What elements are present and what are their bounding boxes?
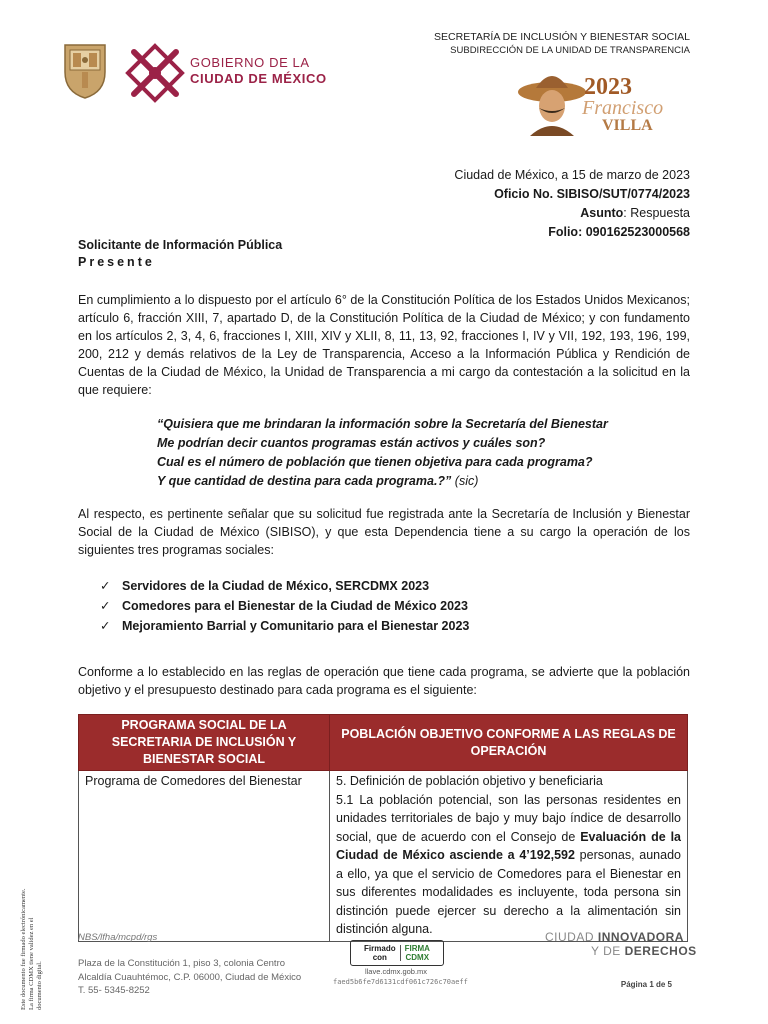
- paragraph-population: Conforme a lo establecido en las reglas de operación que tiene cada programa, se advierte que la población objetivo y el presupuesto destinado para cada programa es el siguiente:: [78, 665, 690, 697]
- svg-text:2023: 2023: [584, 74, 632, 100]
- gobierno-line2: CIUDAD DE MÉXICO: [190, 71, 327, 86]
- programs-list: [100, 576, 469, 636]
- table-header-population: POBLACIÓN OBJETIVO CONFORME A LAS REGLAS DE OPERACIÓN: [330, 715, 688, 771]
- ciudad-innovadora-slogan: [545, 930, 697, 958]
- recipient-presente: Presente: [78, 255, 155, 269]
- letter-meta: [454, 166, 690, 242]
- oficio-line: [454, 185, 690, 204]
- folio-label: Folio:: [548, 225, 583, 239]
- firma-text: FIRMA: [404, 944, 430, 953]
- firma-hash: faed5b6fe7d6131cdf061c726c70aeff: [333, 978, 468, 986]
- check-icon: ✓: [100, 599, 111, 613]
- vertical-signature-note: Este documento fue firmado electrónicamente. La firma CDMX tiene validez en el documento digital.: [20, 888, 43, 1010]
- con-text: con: [372, 953, 387, 962]
- folio-line: [454, 223, 690, 242]
- header-department: [434, 30, 690, 58]
- population-text: 5.1 La población potencial, son las personas residentes en unidades territoriales de bajo y muy bajo índice de desarrollo social, que de acuerdo con el Consejo de Evaluación de la Ciudad de México asciende a 4’192,592 personas, aunado a ello, ya que el servicio de Comedores para el Bienestar en sus diferentes modalidades es incluyente, toda persona sin distinción puede ejercer su derecho a la alimentación sin distinción alguna.: [336, 792, 681, 936]
- gobierno-wordmark: [190, 55, 327, 87]
- programs-table: [78, 714, 688, 942]
- paragraph-legal-basis: En cumplimiento a lo dispuesto por el artículo 6° de la Constitución Política de los Estados Unidos Mexicanos; artículo 6, fracción XIII, 7, apartado D, de la Constitución Política de la Ciudad de México; y con fundamento en los artículos 2, 3, 4, 6, fracciones I, XIII, XIV y XLII, 8, 11, 13, 92, fracciones I, IV y VII, 192, 193, 196, 199, 200, 212 y demás relativos de la Ley de Transparencia, Acceso a la Información Pública y Rendición de Cuentas de la Ciudad de México, la Unidad de Transparencia a mi cargo da contestación a la solicitud en la que requiere:: [78, 293, 690, 397]
- asunto-label: Asunto: [580, 206, 624, 220]
- quote-line-3: Cual es el número de población que tienen objetiva para cada programa?: [157, 455, 593, 469]
- innovadora-label: INNOVADORA: [597, 930, 684, 944]
- secretaria-name: SECRETARÍA DE INCLUSIÓN Y BIENESTAR SOCIAL: [434, 31, 690, 43]
- oficio-value: SIBISO/SUT/0774/2023: [556, 187, 690, 201]
- footer-initials: NBS/lfha/mcpd/rgs: [78, 932, 158, 943]
- population-title: 5. Definición de población objetivo y beneficiaria: [336, 774, 603, 788]
- table-header-row: [79, 715, 688, 771]
- quote-sic: (sic): [454, 474, 479, 488]
- quote-line-1: “Quisiera que me brindaran la información sobre la Secretaría del Bienestar: [157, 417, 608, 431]
- firma-url[interactable]: llave.cdmx.gob.mx: [364, 967, 428, 976]
- ciudad-label: CIUDAD: [545, 930, 595, 944]
- subdireccion-name: SUBDIRECCIÓN DE LA UNIDAD DE TRANSPARENCIA: [450, 45, 690, 56]
- check-icon: ✓: [100, 619, 111, 633]
- list-item: ✓ Mejoramiento Barrial y Comunitario para el Bienestar 2023: [100, 616, 469, 636]
- firma-cdmx-badge: [350, 940, 444, 966]
- population-bold: Evaluación de la Ciudad de México asciende a 4’192,592: [336, 829, 681, 862]
- list-item: ✓ Servidores de la Ciudad de México, SERCDMX 2023: [100, 576, 469, 596]
- list-item: ✓ Comedores para el Bienestar de la Ciudad de México 2023: [100, 596, 469, 616]
- address-line-3: T. 55- 5345-8252: [78, 985, 150, 996]
- table-header-program: PROGRAMA SOCIAL DE LA SECRETARIA DE INCLUSIÓN Y BIENESTAR SOCIAL: [79, 715, 330, 771]
- derechos-label: DERECHOS: [624, 944, 697, 958]
- asunto-line: Asunto: Respuesta: [580, 206, 690, 220]
- oficio-label: Oficio No.: [494, 187, 554, 201]
- table-row: [79, 771, 688, 942]
- table-cell-population: [330, 771, 688, 942]
- check-icon: ✓: [100, 579, 111, 593]
- address-line-1: Plaza de la Constitución 1, piso 3, colonia Centro: [78, 958, 286, 969]
- recipient-name: Solicitante de Información Pública: [78, 238, 283, 252]
- gobierno-line1: GOBIERNO DE LA: [190, 55, 310, 70]
- table-cell-program: Programa de Comedores del Bienestar: [79, 771, 330, 942]
- request-quote: [157, 415, 697, 491]
- firmado-text: Firmado: [364, 944, 396, 953]
- place-date: Ciudad de México, a 15 de marzo de 2023: [454, 168, 690, 182]
- quote-line-4: Y que cantidad de destina para cada programa.?” (sic): [157, 474, 479, 488]
- cdmx-shield-logo: [62, 42, 108, 100]
- asunto-value: Respuesta: [630, 206, 690, 220]
- cdmx-text: CDMX: [405, 953, 430, 962]
- francisco-villa-2023-logo: [512, 64, 692, 140]
- svg-text:VILLA: VILLA: [602, 117, 653, 134]
- page-number: Página 1 de 5: [620, 980, 672, 989]
- recipient-block: [78, 237, 282, 271]
- quote-line-2: Me podrían decir cuantos programas están activos y cuáles son?: [157, 436, 546, 450]
- folio-value: 090162523000568: [585, 225, 690, 239]
- y-de-label: Y DE: [591, 944, 621, 958]
- gobierno-cdmx-emblem: [124, 42, 186, 104]
- svg-text:Francisco: Francisco: [582, 97, 664, 119]
- footer-address: [78, 957, 301, 998]
- paragraph-response: Al respecto, es pertinente señalar que su solicitud fue registrada ante la Secretaría de Inclusión y Bienestar Social de la Ciudad de México (SIBISO), y que esta Dependencia tiene a su cargo la operación de los siguientes tres programas sociales:: [78, 507, 690, 557]
- address-line-2: Alcaldía Cuauhtémoc, C.P. 06000, Ciudad de México: [78, 971, 302, 983]
- firma-separator: [400, 945, 401, 961]
